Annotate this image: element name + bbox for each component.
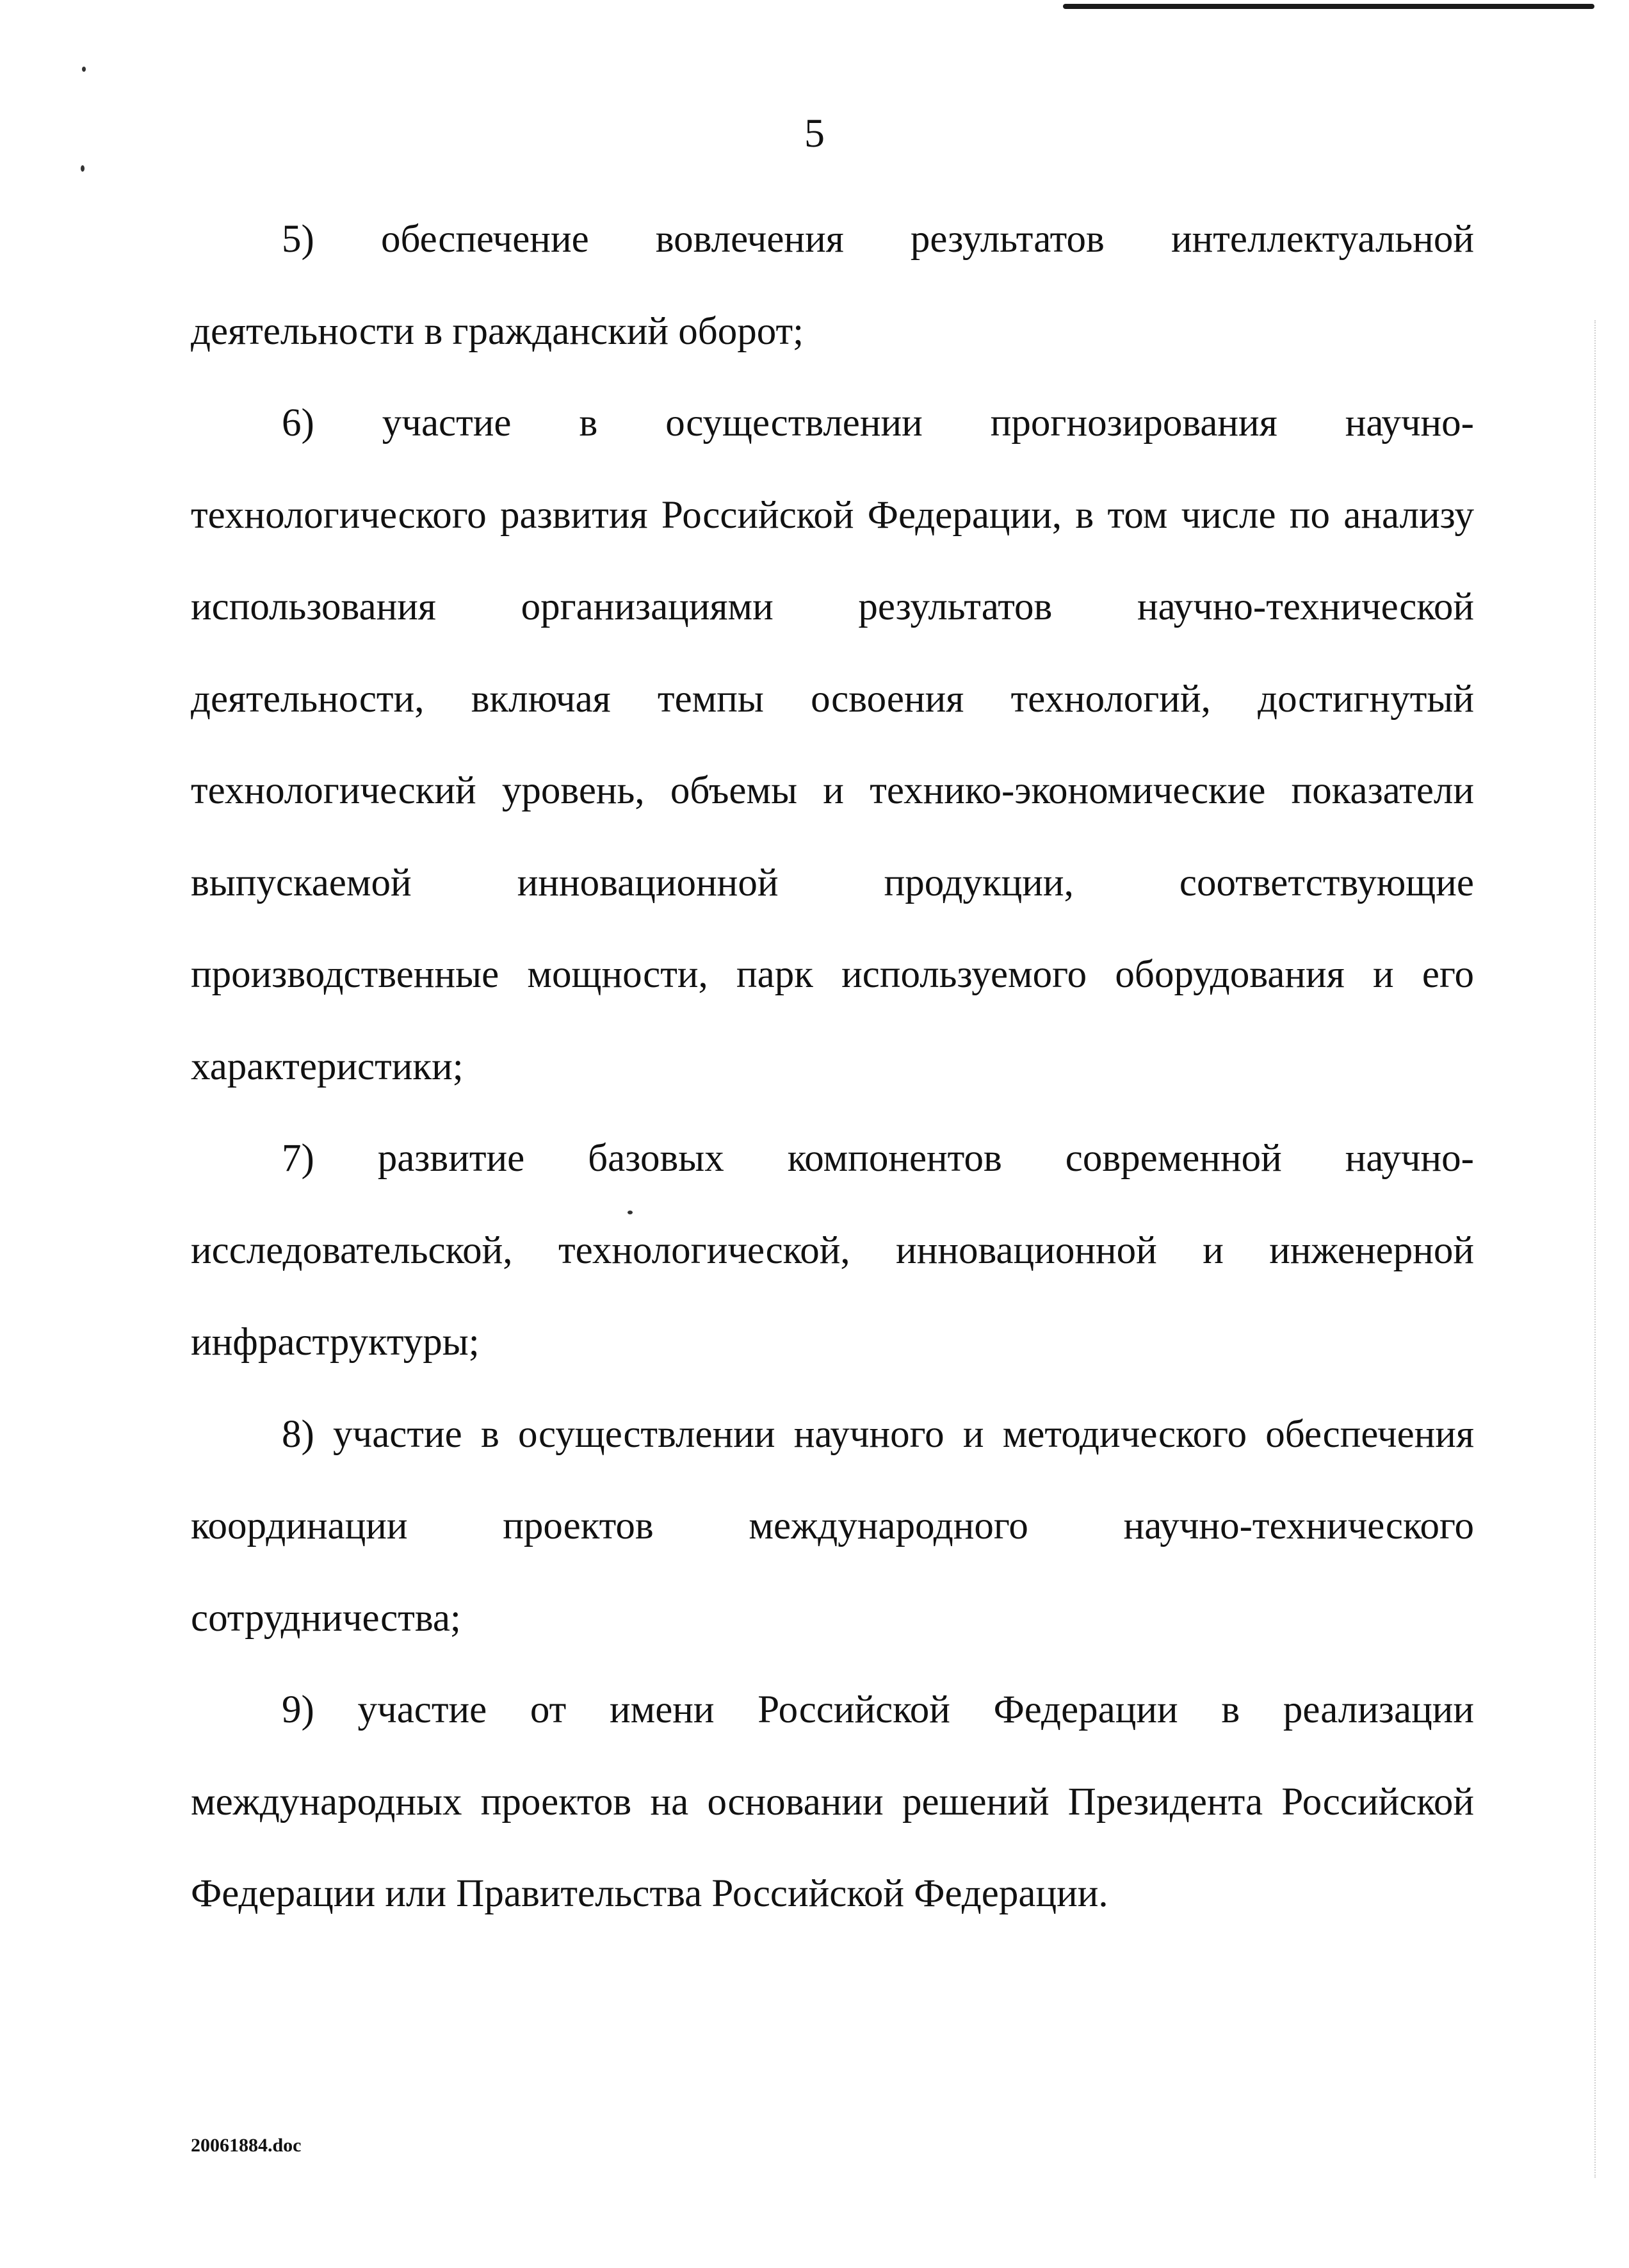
scan-edge-noise	[1594, 320, 1598, 2178]
paragraph-item-8: 8) участие в осуществлении научного и методического обеспечения координации проектов международного научно-технического сотрудничества;	[191, 1412, 1474, 1640]
scan-speck	[81, 165, 85, 172]
footer-filename: 20061884.doc	[191, 2135, 302, 2156]
top-rule	[1063, 4, 1594, 9]
scan-speck	[82, 67, 86, 72]
document-body	[191, 193, 1474, 1940]
paragraph-item-9: 9) участие от имени Российской Федерации в реализации международных проектов на основании решений Президента Российской Федерации или Правительства Российской Федерации.	[191, 1688, 1474, 1915]
page-number: 5	[804, 110, 825, 156]
paragraph-item-7: 7) развитие базовых компонентов современной научно-исследовательской, технологической, инновационной и инженерной инфраструктуры;	[191, 1137, 1474, 1364]
paragraph-item-6: 6) участие в осуществлении прогнозирования научно-технологического развития Российской Федерации, в том числе по анализу использования организациями результатов научно-технической деятельности, включая темпы освоения технологий, достигнутый технологический уровень, объемы и технико-экономические показатели выпускаемой инновационной продукции, соответствующие производственные мощности, парк используемого оборудования и его характеристики;	[191, 402, 1474, 1088]
paragraph-item-5: 5) обеспечение вовлечения результатов интеллектуальной деятельности в гражданский оборот;	[191, 218, 1474, 353]
